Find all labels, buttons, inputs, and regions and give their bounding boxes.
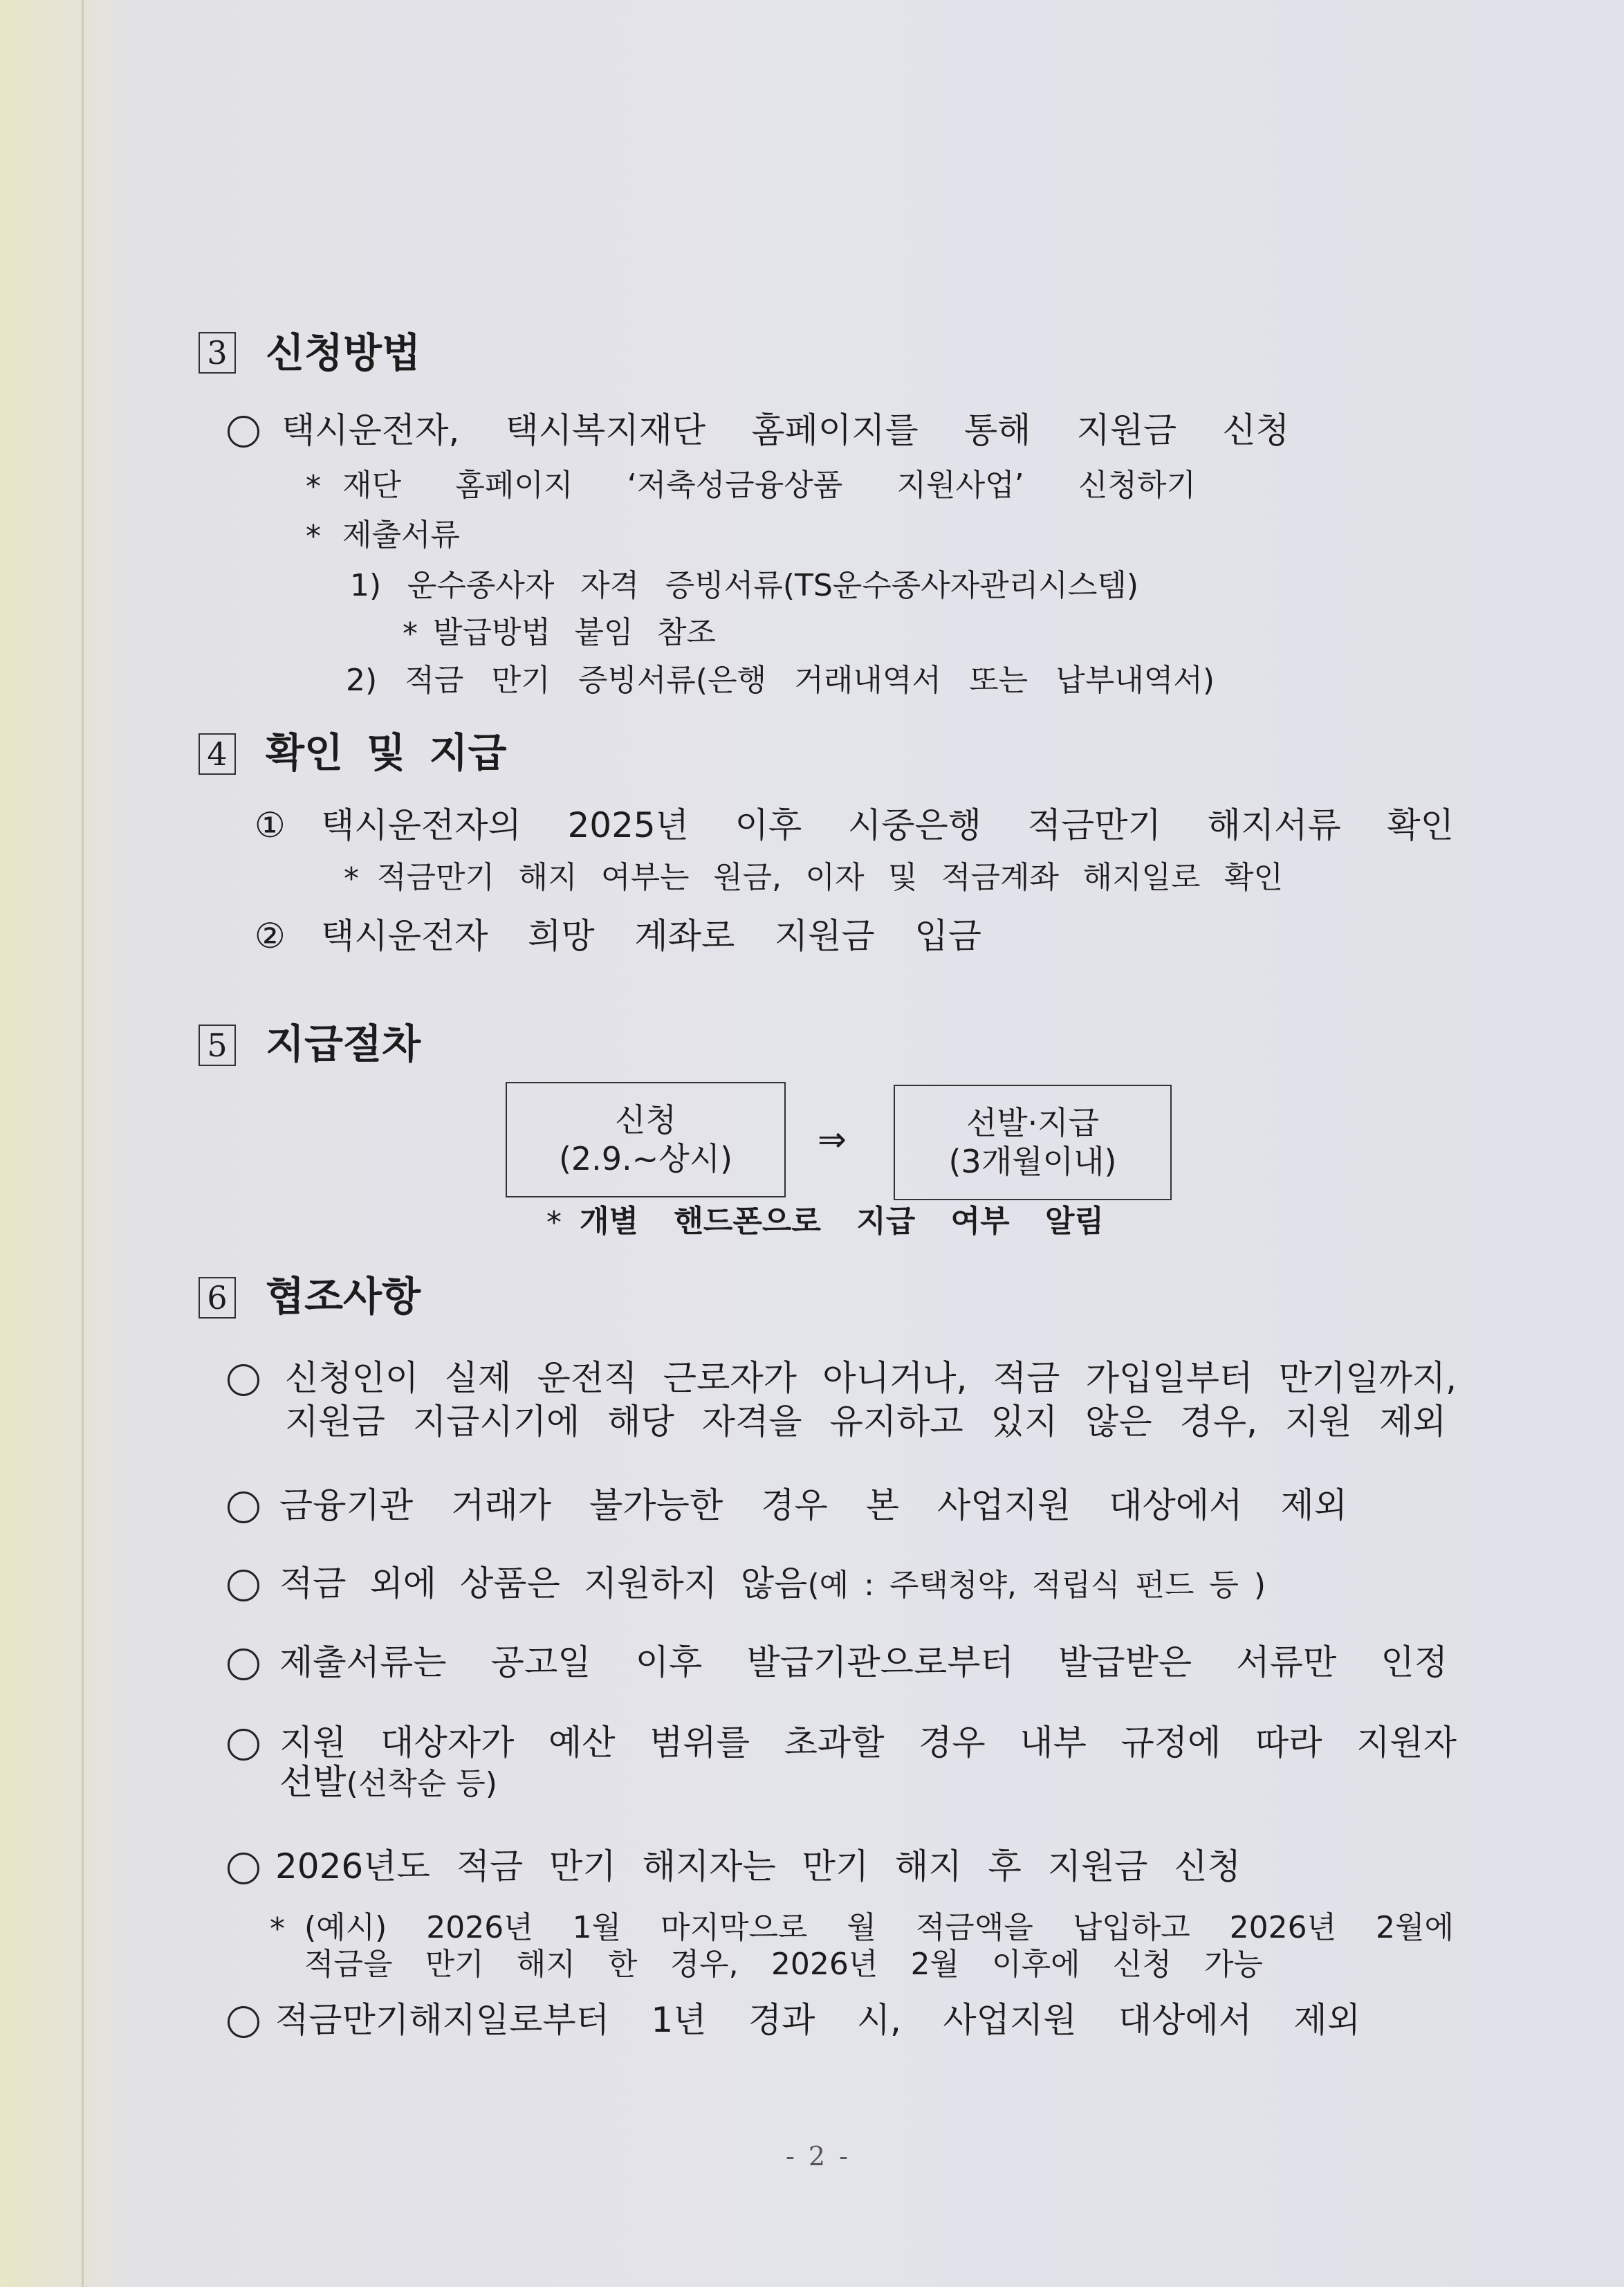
arrow-right-icon: ⇒ [818,1119,847,1159]
sec3-note-1: 재단 홈페이지 ‘저축성금융상품 지원사업’ 신청하기 [342,468,1196,503]
sec6-bullet-1b: 지원금 지급시기에 해당 자격을 유지하고 있지 않은 경우, 지원 제외 [285,1402,1446,1442]
sec6-bullet-5b-text: 선발 [279,1762,347,1802]
sec6-bullet-6-note-b: 적금을 만기 해지 한 경우, 2026년 2월 이후에 신청 가능 [304,1947,1263,1982]
sec6-bullet-6-note-a: (예시) 2026년 1월 마지막으로 월 적금액을 납입하고 2026년 2월에 [304,1910,1454,1945]
sec3-note-2: 제출서류 [342,517,461,553]
star-mark: * [306,469,321,504]
step-payment-box [894,1085,1172,1200]
sec6-bullet-5b-note: (선착순 등) [346,1766,497,1801]
star-mark: * [546,1205,562,1240]
sec3-bullet: 택시운전자, 택시복지재단 홈페이지를 통해 지원금 신청 [282,410,1289,450]
sec3-doc-2: 2) 적금 만기 증빙서류(은행 거래내역서 또는 납부내역서) [346,663,1215,698]
sec4-item-2: 택시운전자 희망 계좌로 지원금 입금 [321,916,981,956]
section-number-4: 4 [199,733,236,775]
step-payment-period: (3개월이내) [948,1142,1117,1180]
sec5-note: 개별 핸드폰으로 지급 여부 알림 [580,1204,1104,1239]
bullet-circle-icon [228,1729,259,1761]
sec6-bullet-5b [279,1762,497,1802]
bullet-circle-icon [228,1853,259,1884]
bullet-circle-icon [228,1364,259,1396]
star-mark: * [306,519,321,554]
step-apply-title: 신청 [615,1101,676,1139]
sec6-bullet-3-text: 적금 외에 상품은 지원하지 않음 [279,1563,808,1604]
bullet-circle-icon [228,1570,259,1601]
star-mark: * [403,616,418,652]
bullet-circle-icon [228,2006,259,2038]
section-number-5: 5 [199,1025,236,1066]
sec3-doc-1: 1) 운수종사자 자격 증빙서류(TS운수종사자관리시스템) [350,568,1138,603]
sec6-bullet-3 [279,1563,1266,1604]
bullet-circle-icon [228,1491,259,1523]
section-6-title: 협조사항 [266,1273,421,1320]
sec3-doc-1-note: 발급방법 붙임 참조 [433,615,716,650]
step-apply-box [506,1082,786,1197]
bullet-circle-icon [228,1648,259,1680]
page-number: - 2 - [786,2141,849,2171]
section-5-title: 지급절차 [266,1020,421,1067]
star-mark: * [270,1911,285,1947]
sec6-bullet-1a: 신청인이 실제 운전직 근로자가 아니거나, 적금 가입일부터 만기일까지, [285,1358,1457,1398]
sec6-bullet-6: 2026년도 적금 만기 해지자는 만기 해지 후 지원금 신청 [275,1846,1241,1886]
item-1-mark: ① [255,805,286,845]
sec6-bullet-3-example: (예 : 주택청약, 적립식 펀드 등 ) [807,1568,1266,1603]
step-payment-title: 선발·지급 [966,1104,1100,1142]
sec6-bullet-5a: 지원 대상자가 예산 범위를 초과할 경우 내부 규정에 따라 지원자 [279,1723,1457,1763]
page-edge [82,0,84,2287]
step-apply-period: (2.9.~상시) [558,1139,733,1177]
section-number-6: 6 [199,1277,236,1319]
sec4-item-1: 택시운전자의 2025년 이후 시중은행 적금만기 해지서류 확인 [321,805,1454,845]
section-number-3: 3 [199,332,236,374]
sec4-item-1-note: 적금만기 해지 여부는 원금, 이자 및 적금계좌 해지일로 확인 [377,860,1283,895]
sec6-bullet-2: 금융기관 거래가 불가능한 경우 본 사업지원 대상에서 제외 [279,1485,1347,1525]
sec6-bullet-7: 적금만기해지일로부터 1년 경과 시, 사업지원 대상에서 제외 [275,2000,1360,2040]
bullet-circle-icon [228,416,259,448]
sec6-bullet-4: 제출서류는 공고일 이후 발급기관으로부터 발급받은 서류만 인정 [279,1642,1448,1682]
section-3-title: 신청방법 [266,329,421,376]
item-2-mark: ② [255,916,286,956]
star-mark: * [344,861,359,897]
section-4-title: 확인 및 지급 [266,729,507,776]
